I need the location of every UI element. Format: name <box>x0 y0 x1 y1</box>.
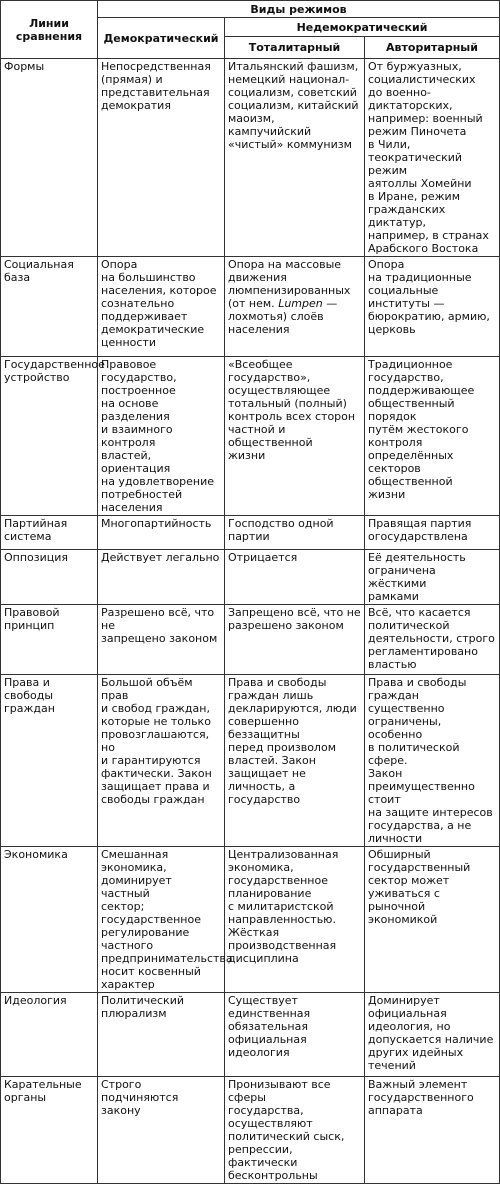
cell-totalitarian: Отрицается <box>225 550 365 605</box>
row-label: Партийная система <box>1 516 98 550</box>
row-label: Государственное устройство <box>1 357 98 516</box>
row-label: Права и свободы граждан <box>1 675 98 847</box>
header-types: Виды режимов <box>98 1 500 18</box>
cell-authoritarian: Доминирует официальная идеология, но допускается наличие других идейных течений <box>365 993 500 1077</box>
cell-authoritarian: Права и свободы граждан существенно ограничены, особенно в политической сфере. Закон преимущественно стоит на защите интересов государства, а не личности <box>365 675 500 847</box>
table-row <box>1 257 500 357</box>
cell-totalitarian: Запрещено всё, что не разрешено законом <box>225 605 365 675</box>
cell-totalitarian: Опора на массовые движения люмпенизированных (от нем. Lumpen — лохмотья) слоёв населения <box>225 257 365 357</box>
cell-democratic: Опора на большинство населения, которое сознательно поддерживает демократические ценности <box>98 257 225 357</box>
header-nondemocratic: Недемократический <box>225 18 500 37</box>
cell-democratic: Смешанная экономика, доминирует частный сектор; государственное регулирование частного предпринимательства носит косвенный характер <box>98 847 225 993</box>
row-label: Формы <box>1 59 98 257</box>
cell-authoritarian: Всё, что касается политической деятельности, строго регламентировано властью <box>365 605 500 675</box>
cell-totalitarian: Пронизывают все сферы государства, осуществляют политический сыск, репрессии, фактически бесконтрольны <box>225 1077 365 1184</box>
header-totalitarian: Тоталитарный <box>225 37 365 59</box>
cell-democratic: Большой объём прав и свобод граждан, которые не только провозглашаются, но и гарантируются фактически. Закон защищает права и свободы граждан <box>98 675 225 847</box>
cell-authoritarian: Обширный государственный сектор может уживаться с рыночной экономикой <box>365 847 500 993</box>
header-compare: Линии сравнения <box>1 1 98 59</box>
table-row <box>1 675 500 847</box>
row-label: Оппозиция <box>1 550 98 605</box>
table-row <box>1 357 500 516</box>
table-row <box>1 59 500 257</box>
row-label: Социальная база <box>1 257 98 357</box>
row-label: Правовой принцип <box>1 605 98 675</box>
header-authoritarian: Авторитарный <box>365 37 500 59</box>
cell-authoritarian: Её деятельность ограничена жёсткими рамками <box>365 550 500 605</box>
cell-democratic: Многопартийность <box>98 516 225 550</box>
header-democratic: Демократический <box>98 18 225 59</box>
table-row <box>1 847 500 993</box>
row-label: Карательные органы <box>1 1077 98 1184</box>
cell-totalitarian: «Всеобщее государство», осуществляющее тотальный (полный) контроль всех сторон частной и общественной жизни <box>225 357 365 516</box>
cell-totalitarian: Итальянский фашизм, немецкий национал- социализм, советский социализм, китайский маоизм, кампучийский «чистый» коммунизм <box>225 59 365 257</box>
cell-authoritarian: Традиционное государство, поддерживающее общественный порядок путём жестокого контроля определённых секторов общественной жизни <box>365 357 500 516</box>
cell-democratic: Непосредственная (прямая) и представительная демократия <box>98 59 225 257</box>
table-header <box>1 1 500 59</box>
cell-totalitarian: Господство одной партии <box>225 516 365 550</box>
table-row <box>1 516 500 550</box>
cell-authoritarian: Важный элемент государственного аппарата <box>365 1077 500 1184</box>
table-body <box>1 59 500 1184</box>
cell-democratic: Действует легально <box>98 550 225 605</box>
cell-democratic: Строго подчиняются закону <box>98 1077 225 1184</box>
table-row <box>1 1077 500 1184</box>
cell-democratic: Политический плюрализм <box>98 993 225 1077</box>
cell-authoritarian: Правящая партия огосударствлена <box>365 516 500 550</box>
cell-democratic: Правовое государство, построенное на основе разделения и взаимного контроля властей, ориентация на удовлетворение потребностей населения <box>98 357 225 516</box>
cell-totalitarian: Существует единственная обязательная официальная идеология <box>225 993 365 1077</box>
table-row <box>1 550 500 605</box>
cell-authoritarian: Опора на традиционные социальные институты — бюрократию, армию, церковь <box>365 257 500 357</box>
row-label: Идеология <box>1 993 98 1077</box>
table-row <box>1 993 500 1077</box>
row-label: Экономика <box>1 847 98 993</box>
cell-democratic: Разрешено всё, что не запрещено законом <box>98 605 225 675</box>
cell-authoritarian: От буржуазных, социалистических до военно- диктаторских, например: военный режим Пиночета в Чили, теократический режим аятоллы Хомейни в Иране, режим гражданских диктатур, например, в странах Арабского Востока <box>365 59 500 257</box>
table-row <box>1 605 500 675</box>
cell-totalitarian: Централизованная экономика, государственное планирование с милитаристской направленностью. Жёсткая производственная дисциплина <box>225 847 365 993</box>
cell-totalitarian: Права и свободы граждан лишь декларируются, люди совершенно беззащитны перед произволом властей. Закон защищает не личность, а государство <box>225 675 365 847</box>
